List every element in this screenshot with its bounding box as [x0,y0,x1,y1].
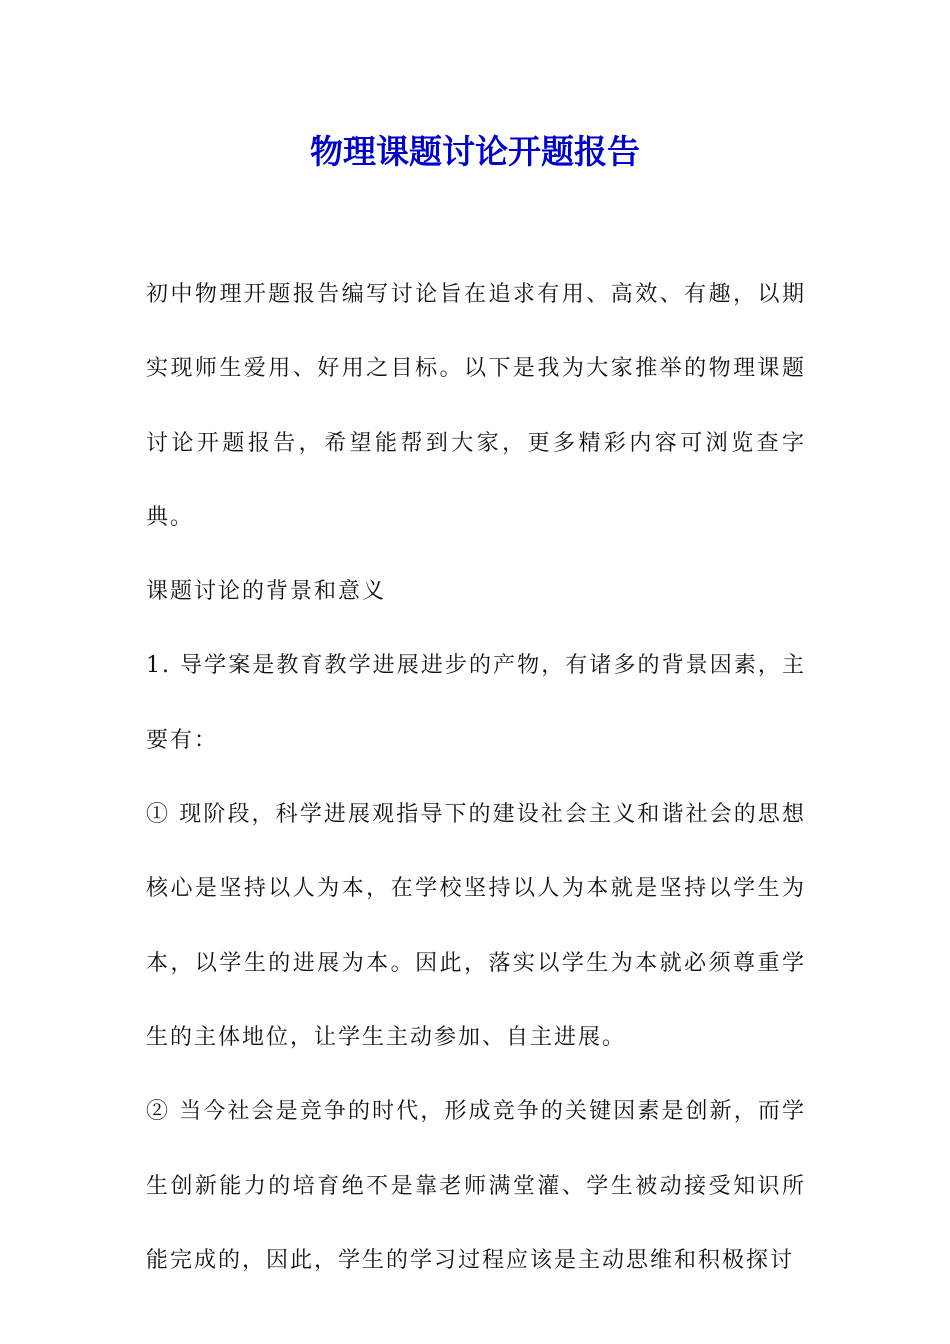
paragraph-intro: 初中物理开题报告编写讨论旨在追求有用、高效、有趣，以期实现师生爱用、好用之目标。以下是我为大家推举的物理课题讨论开题报告，希望能帮到大家，更多精彩内容可浏览查字典。 [146,282,806,530]
document-body [146,258,806,1298]
paragraph-subpoint-2: ② 当今社会是竞争的时代，形成竞争的关键因素是创新，而学生创新能力的培育绝不是靠老师满堂灌、学生被动接受知识所能完成的，因此，学生的学习过程应该是主动思维和积极探讨 [146,1099,806,1273]
paragraph-subpoint-1: ① 现阶段，科学进展观指导下的建设社会主义和谐社会的思想核心是坚持以人为本，在学校坚持以人为本就是坚持以学生为本，以学生的进展为本。因此，落实以学生为本就必须尊重学生的主体地位，让学生主动参加、自主进展。 [146,802,806,1050]
paragraph-point-1: 1. 导学案是教育教学进展进步的产物，有诸多的背景因素，主要有： [146,653,806,753]
document-title: 物理课题讨论开题报告 [310,132,640,171]
section-heading: 课题讨论的背景和意义 [146,579,387,605]
